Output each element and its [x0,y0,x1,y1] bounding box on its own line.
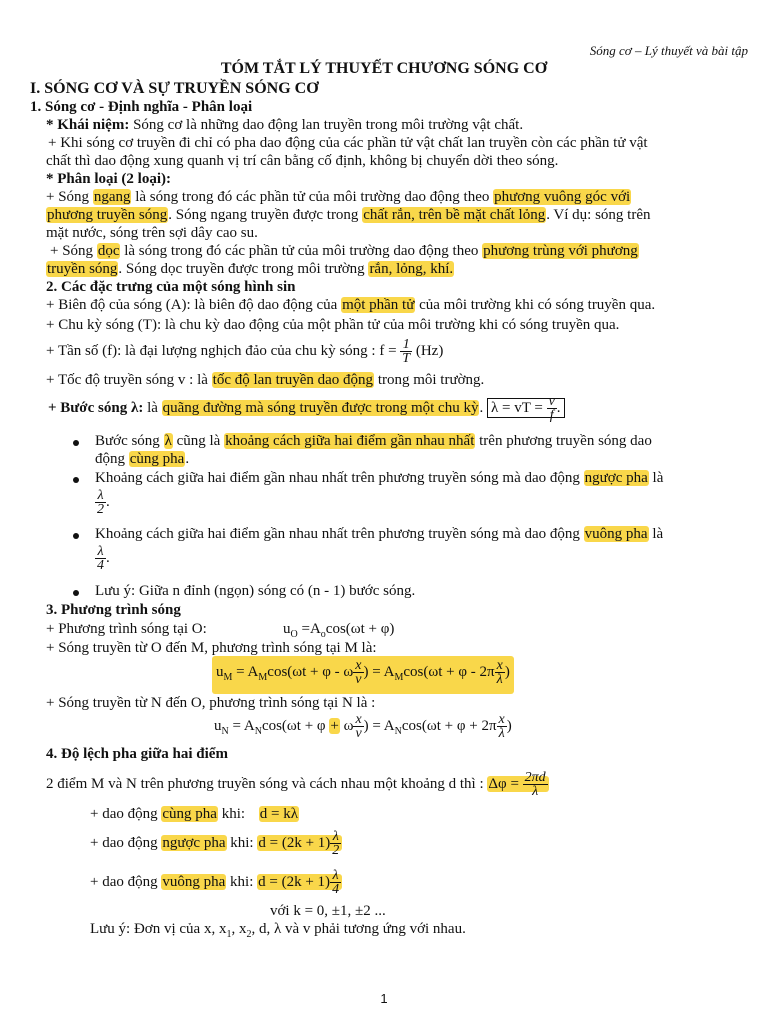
longitudinal-line-2: truyền sóng. Sóng dọc truyền được trong môi trường rắn, lỏng, khí. [47,261,454,277]
page-number: 1 [380,991,388,1006]
phase-difference-formula: Δφ = $\frac{2\pi d}{\lambda}$ [487,776,548,792]
note-line-1: + Khi sóng cơ truyền đi chỉ có pha dao động của các phần tử vật chất lan truyền còn các phần tử vật [48,135,648,151]
subsection-2-heading: 2. Các đặc trưng của một sóng hình sin [46,279,296,295]
wavelength-line: + Bước sóng λ: là quãng đường mà sóng truyền được trong một chu kỳ. λ = vT = $\frac{v}{f}$ . [48,392,565,424]
note-line-2: chất thì dao động xung quanh vị trí cân bằng cố định, không bị chuyển dời theo sóng. [46,153,559,169]
bullet-dot [73,590,79,596]
in-phase-line: + dao động cùng pha khi: d = kλ [90,806,299,822]
equation-m: $u_M = A_M\cos(\omega t + \varphi - \omega$ $\frac{x}{v}$ ) = $A_M\cos(\omega t + \varphi - 2\pi$ $\frac{x}{\lambda}$ ) [212,656,514,694]
bullet-2-fraction: $\frac{\lambda}{2}$ . [97,488,110,517]
bullet-4-line: Lưu ý: Giữa n đỉnh (ngọn) sóng có (n - 1) bước sóng. [95,583,416,599]
subsection-3-heading: 3. Phương trình sóng [46,602,181,618]
equation-m-intro: + Sóng truyền từ O đến M, phương trình sóng tại M là: [46,640,377,656]
equation-o-line: + Phương trình sóng tại O: $u_O =A_o\cos(\omega t + \varphi)$ [46,620,207,638]
frequency-line: + Tần số (f): là đại lượng nghịch đảo của chu kỳ sóng : f = $\frac{1}{T}$ (Hz) [46,337,444,367]
page-title: TÓM TẮT LÝ THUYẾT CHƯƠNG SÓNG CƠ [220,60,548,77]
bullet-3-line: Khoảng cách giữa hai điểm gần nhau nhất trên phương truyền sóng mà dao động vuông pha là [95,526,664,542]
equation-n-intro: + Sóng truyền từ N đến O, phương trình sóng tại N là : [46,695,376,711]
wavelength-formula: λ = vT = $\frac{v}{f}$ . [487,398,565,418]
equation-o: $u_O =A_o\cos(\omega t + \varphi)$ [283,621,395,640]
speed-line: + Tốc độ truyền sóng v : là tốc độ lan truyền dao động trong môi trường. [46,372,485,388]
period-line: + Chu kỳ sóng (T): là chu kỳ dao động của một phần tử của môi trường khi có sóng truyền qua. [46,317,620,333]
k-values: với k = 0, ±1, ±2 ... [270,903,386,919]
bullet-3-fraction: $\frac{\lambda}{4}$ . [97,544,110,573]
amplitude-line: + Biên độ của sóng (A): là biên độ dao động của một phần tử của môi trường khi có sóng truyền qua. [46,297,656,313]
subsection-1-heading: 1. Sóng cơ - Định nghĩa - Phân loại [30,99,253,115]
phase-intro-line: 2 điểm M và N trên phương truyền sóng và cách nhau một khoảng d thì : Δφ = $\frac{2\pi d}{\lambda}$ [46,768,549,800]
unit-note: Lưu ý: Đơn vị của x, $x_1$, $x_2$, d, λ và v phải tương ứng với nhau. [90,921,466,940]
bullet-1-line-2: động cùng pha. [95,451,190,467]
transverse-line-3: mặt nước, sóng trên sợi dây cao su. [46,225,258,241]
bullet-dot [73,440,79,446]
classification-label: * Phân loại (2 loại): [46,171,172,187]
bullet-1-line-1: Bước sóng λ cũng là khoảng cách giữa hai điểm gần nhau nhất trên phương truyền sóng dao [95,433,652,449]
transverse-line-1: + Sóng ngang là sóng trong đó các phần tử của môi trường dao động theo phương vuông góc với [46,189,631,205]
bullet-dot [73,533,79,539]
transverse-line-2: phương truyền sóng. Sóng ngang truyền được trong chất rắn, trên bề mặt chất lỏng. Ví dụ: sóng trên [47,207,651,223]
anti-phase-line: + dao động ngược pha khi: d = (2k + 1) $\frac{\lambda}{2}$ [90,826,342,860]
frequency-fraction: $\frac{1}{T}$ [402,337,411,367]
bullet-2-line: Khoảng cách giữa hai điểm gần nhau nhất trên phương truyền sóng mà dao động ngược pha là [95,470,664,486]
subsection-4-heading: 4. Độ lệch pha giữa hai điểm [46,746,228,762]
section-1-heading: I. SÓNG CƠ VÀ SỰ TRUYỀN SÓNG CƠ [30,80,319,97]
definition-line: * Khái niệm: Sóng cơ là những dao động lan truyền trong môi trường vật chất. [46,117,524,133]
equation-n: $u_N = A_N\cos(\omega t + \varphi + \omega$ $\frac{x}{v}$ ) = $A_N\cos(\omega t + \varphi + 2\pi$ $\frac{x}{\lambda}$ ) [214,712,512,742]
bullet-dot [73,477,79,483]
quadrature-line: + dao động vuông pha khi: d = (2k + 1) $\frac{\lambda}{4}$ [90,865,342,899]
running-header: Sóng cơ – Lý thuyết và bài tập [589,43,748,58]
longitudinal-line-1: + Sóng dọc là sóng trong đó các phần tử của môi trường dao động theo phương trùng với phương [50,243,638,259]
